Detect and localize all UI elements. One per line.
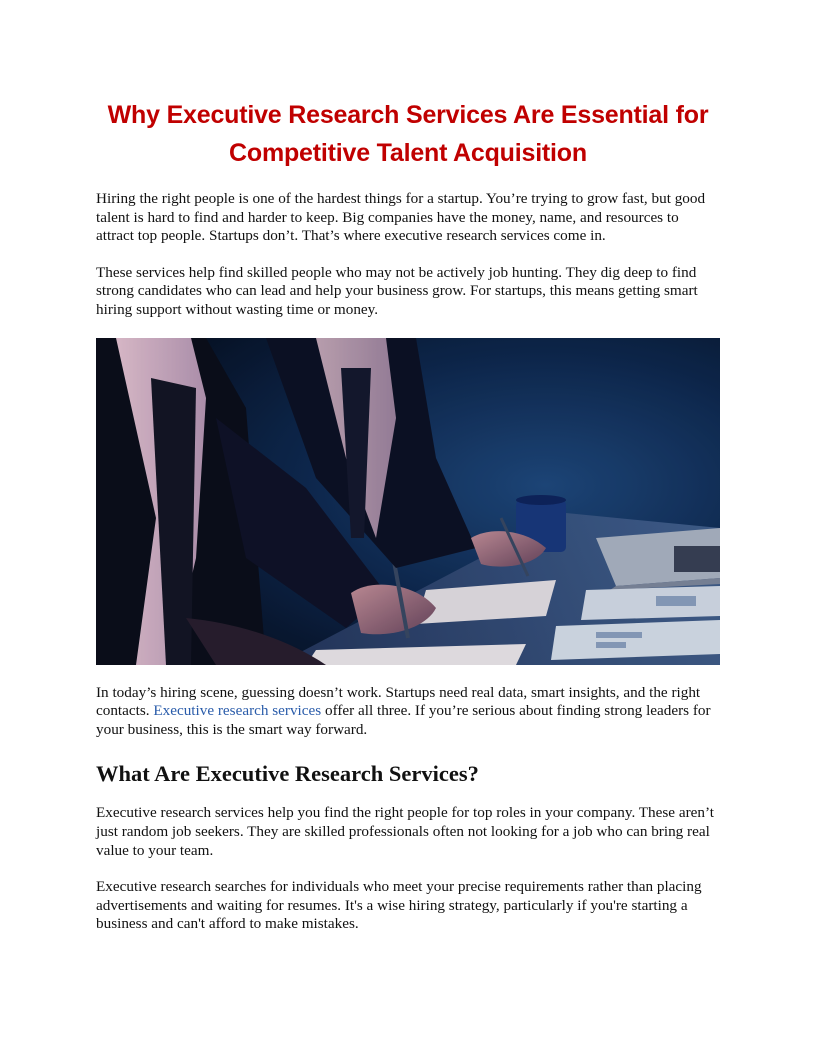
title-line-2: Competitive Talent Acquisition bbox=[229, 139, 587, 167]
strategy-paragraph: Executive research searches for individuals who meet your precise requirements rather than placing advertisements and waiting for resumes. It's a wise hiring strategy, particularly if you're starting a business and can't afford to make mistakes. bbox=[96, 878, 702, 933]
context-text-before: In today’s hiring scene, guessing doesn’t work. Startups need real data, smart insights, and the right contacts. bbox=[96, 683, 701, 720]
services-paragraph: These services help find skilled people who may not be actively job hunting. They dig deep to find strong candidates who can lead and help your business grow. For startups, this means getting smart hiring support without wasting time or money. bbox=[96, 263, 698, 318]
hero-photo bbox=[96, 338, 720, 665]
section-heading: What Are Executive Research Services? bbox=[96, 761, 479, 787]
title-line-1: Why Executive Research Services Are Essential for bbox=[107, 101, 709, 129]
business-meeting-photo bbox=[96, 338, 720, 665]
context-text-after: offer all three. If you’re serious about finding strong leaders for your business, this is the smart way forward. bbox=[96, 702, 711, 738]
context-paragraph bbox=[96, 684, 720, 740]
document-page bbox=[96, 96, 720, 934]
article-title bbox=[96, 96, 720, 172]
intro-paragraph: Hiring the right people is one of the hardest things for a startup. You’re trying to grow fast, but good talent is hard to find and harder to keep. Big companies have the money, name, and resources to attract top people. Startups don’t. That’s where executive research services come in. bbox=[96, 190, 706, 245]
definition-paragraph: Executive research services help you find the right people for top roles in your company. These aren’t just random job seekers. They are skilled professionals often not looking for a job who can bring real value to your team. bbox=[96, 804, 714, 859]
executive-research-services-link[interactable]: Executive research services bbox=[153, 702, 322, 720]
